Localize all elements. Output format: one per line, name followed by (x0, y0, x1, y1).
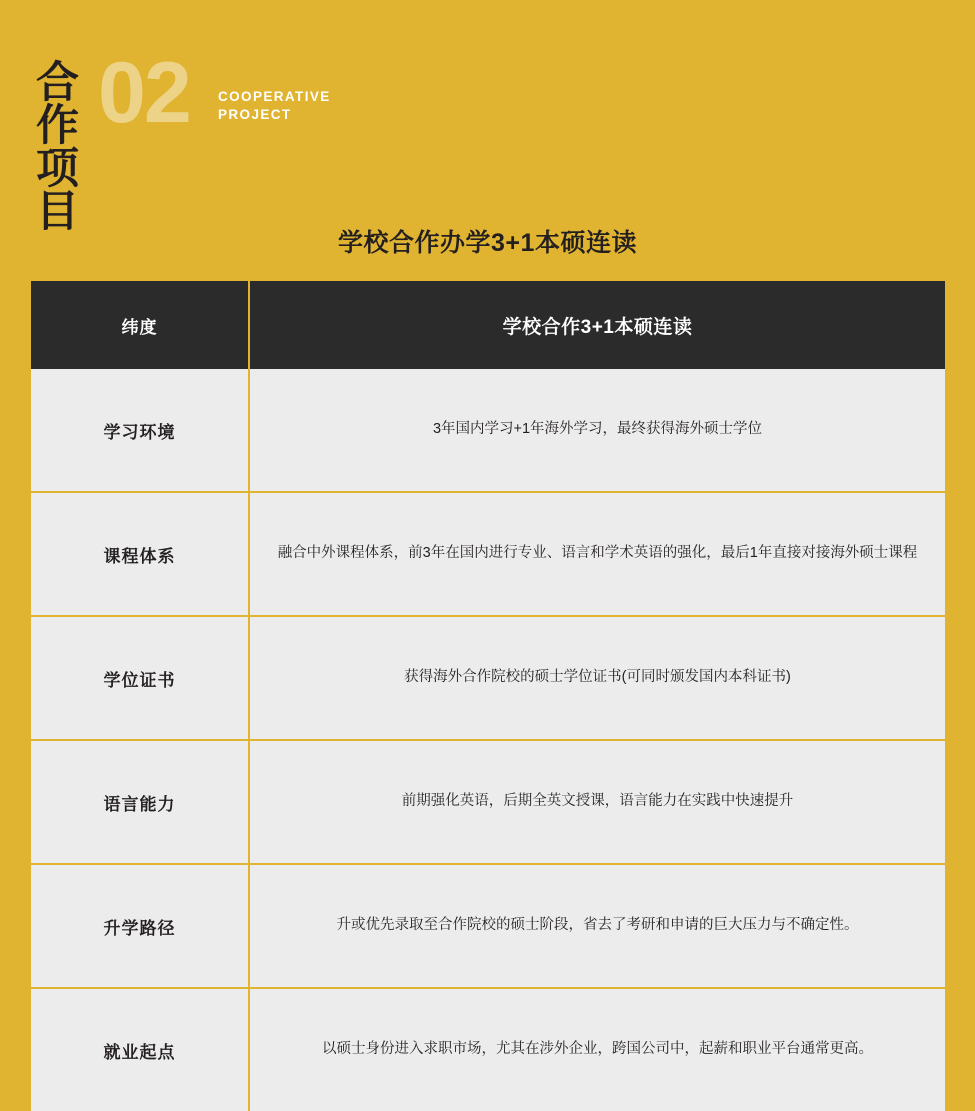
row-dimension-label: 语言能力 (31, 740, 249, 864)
section-title-english-line2: PROJECT (218, 107, 292, 123)
table-head (31, 281, 945, 369)
column-header-program: 学校合作3+1本硕连读 (249, 281, 945, 369)
row-value-text: 融合中外课程体系，前3年在国内进行专业、语言和学术英语的强化，最后1年直接对接海外硕士课程 (249, 492, 945, 616)
row-value-text: 前期强化英语，后期全英文授课，语言能力在实践中快速提升 (249, 740, 945, 864)
table-row (31, 988, 945, 1111)
page-header (0, 0, 975, 236)
section-title-chinese: 合作项目 (36, 59, 80, 236)
row-value-text: 升或优先录取至合作院校的硕士阶段，省去了考研和申请的巨大压力与不确定性。 (249, 864, 945, 988)
section-title-english-line1: COOPERATIVE (218, 89, 331, 104)
comparison-table (31, 281, 945, 1111)
row-dimension-label: 就业起点 (31, 988, 249, 1111)
comparison-table-wrapper (31, 281, 945, 1111)
table-header-row (31, 281, 945, 369)
table-row (31, 864, 945, 988)
section-number: 02 (98, 45, 190, 141)
row-dimension-label: 课程体系 (31, 492, 249, 616)
row-dimension-label: 升学路径 (31, 864, 249, 988)
row-value-text: 获得海外合作院校的硕士学位证书(可同时颁发国内本科证书) (249, 616, 945, 740)
page-title: 学校合作办学3+1本硕连读 (338, 229, 637, 257)
table-body (31, 369, 945, 1111)
table-row (31, 492, 945, 616)
section-title-english (218, 88, 331, 124)
row-value-text: 3年国内学习+1年海外学习，最终获得海外硕士学位 (249, 369, 945, 492)
table-row (31, 740, 945, 864)
row-dimension-label: 学习环境 (31, 369, 249, 492)
row-value-text: 以硕士身份进入求职市场，尤其在涉外企业，跨国公司中，起薪和职业平台通常更高。 (249, 988, 945, 1111)
table-row (31, 369, 945, 492)
table-row (31, 616, 945, 740)
row-dimension-label: 学位证书 (31, 616, 249, 740)
column-header-dimension: 纬度 (31, 281, 249, 369)
